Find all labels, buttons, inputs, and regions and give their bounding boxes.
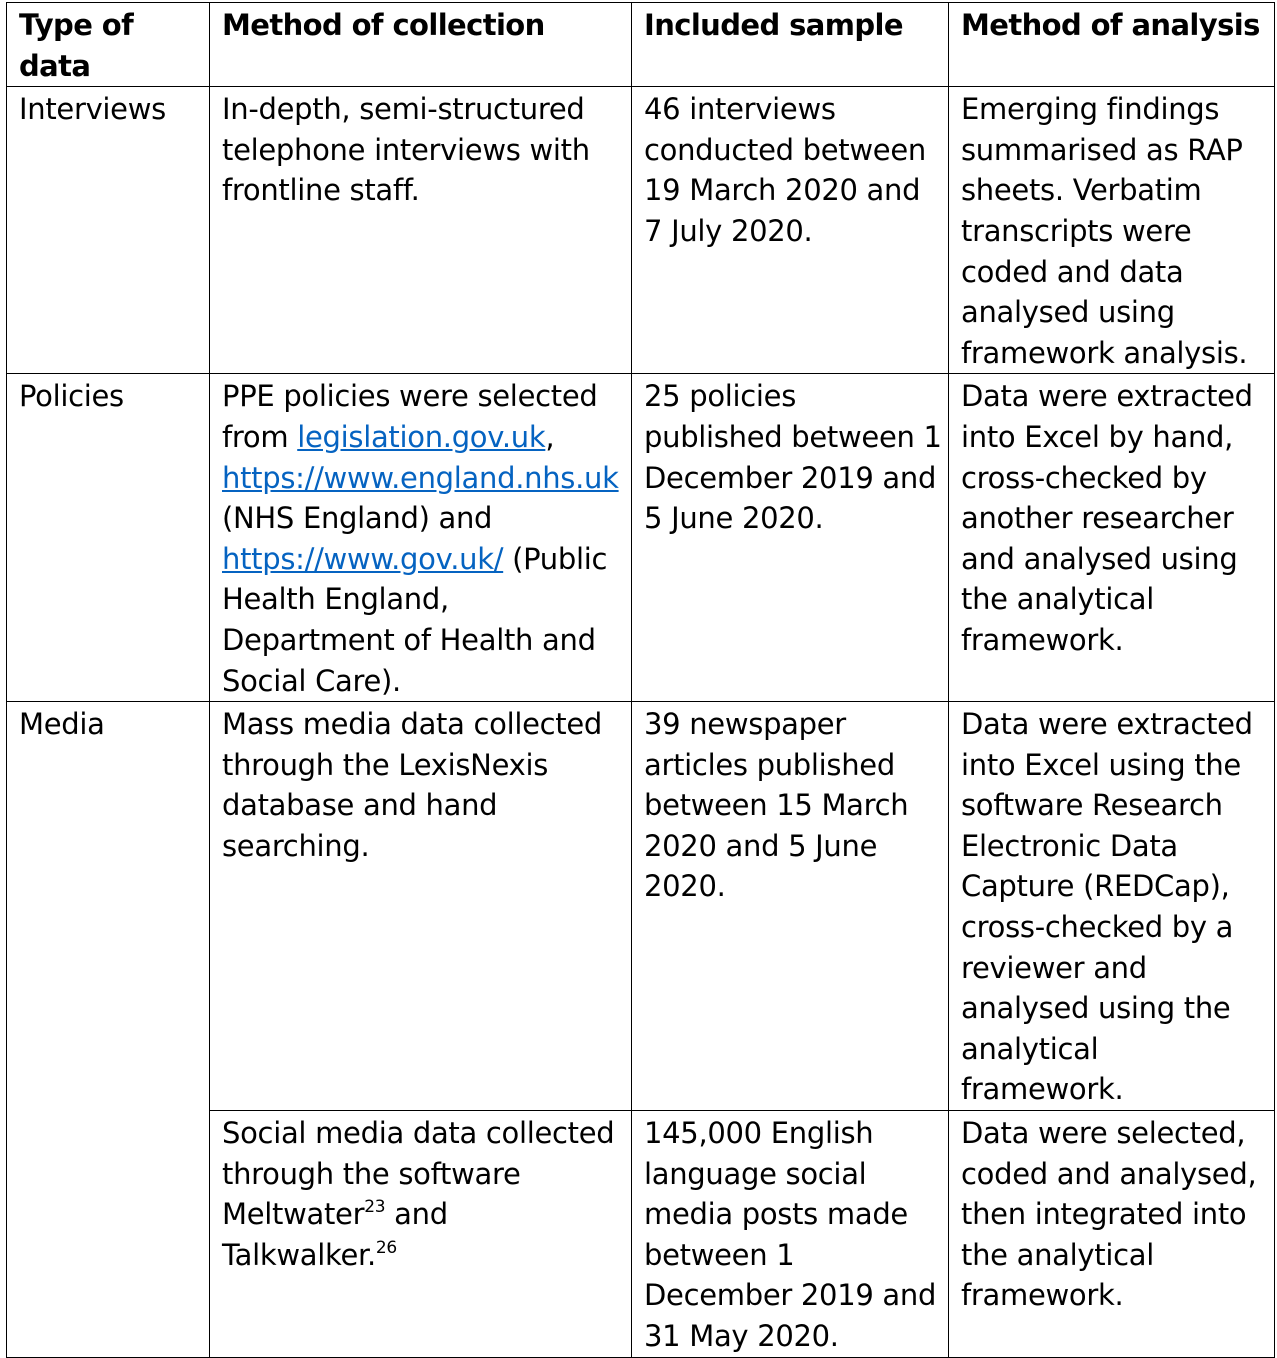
header-method-of-collection: Method of collection — [210, 3, 632, 87]
reference-23: 23 — [364, 1197, 386, 1218]
collection-text-2: , — [545, 419, 555, 454]
link-gov-uk[interactable]: https://www.gov.uk/ — [222, 541, 504, 576]
cell-type-interviews: Interviews — [7, 87, 210, 374]
cell-type-media: Media — [7, 702, 210, 1358]
cell-analysis-mass-media: Data were extracted into Excel using the software Research Electronic Data Capture (REDCap), cross-checked by a reviewer and analysed using the analytical framework. — [949, 702, 1275, 1111]
cell-sample-interviews: 46 interviews conducted between 19 March 2020 and 7 July 2020. — [632, 87, 949, 374]
cell-sample-social-media: 145,000 English language social media posts made between 1 December 2019 and 31 May 2020. — [632, 1111, 949, 1358]
cell-analysis-social-media: Data were selected, coded and analysed, then integrated into the analytical framework. — [949, 1111, 1275, 1358]
reference-26: 26 — [375, 1237, 397, 1258]
social-collection-text-2: and Talkwalker. — [222, 1197, 448, 1272]
collection-text-1: PPE policies were selected from — [222, 379, 598, 454]
cell-collection-social-media — [210, 1111, 632, 1358]
header-included-sample: Included sample — [632, 3, 949, 87]
cell-type-policies: Policies — [7, 374, 210, 702]
collection-text-3: (NHS England) and — [222, 501, 493, 536]
cell-collection-policies — [210, 374, 632, 702]
link-england-nhs-uk[interactable]: https://www.england.nhs.uk — [222, 460, 619, 495]
table-row-interviews — [7, 87, 1275, 374]
cell-collection-mass-media: Mass media data collected through the LexisNexis database and hand searching. — [210, 702, 632, 1111]
data-sources-table — [6, 2, 1275, 1358]
header-method-of-analysis: Method of analysis — [949, 3, 1275, 87]
cell-collection-interviews: In-depth, semi-structured telephone interviews with frontline staff. — [210, 87, 632, 374]
cell-analysis-policies: Data were extracted into Excel by hand, cross-checked by another researcher and analysed using the analytical framework. — [949, 374, 1275, 702]
social-collection-text-1: Social media data collected through the software Meltwater — [222, 1116, 615, 1232]
header-type-of-data: Type of data — [7, 3, 210, 87]
table-row-media-mass — [7, 702, 1275, 1111]
table-row-policies — [7, 374, 1275, 702]
header-row — [7, 3, 1275, 87]
link-legislation-gov-uk[interactable]: legislation.gov.uk — [297, 419, 546, 454]
cell-sample-mass-media: 39 newspaper articles published between 15 March 2020 and 5 June 2020. — [632, 702, 949, 1111]
cell-analysis-interviews: Emerging findings summarised as RAP sheets. Verbatim transcripts were coded and data analysed using framework analysis. — [949, 87, 1275, 374]
collection-text-4: (Public Health England, Department of Health and Social Care). — [222, 541, 608, 698]
cell-sample-policies: 25 policies published between 1 December 2019 and 5 June 2020. — [632, 374, 949, 702]
